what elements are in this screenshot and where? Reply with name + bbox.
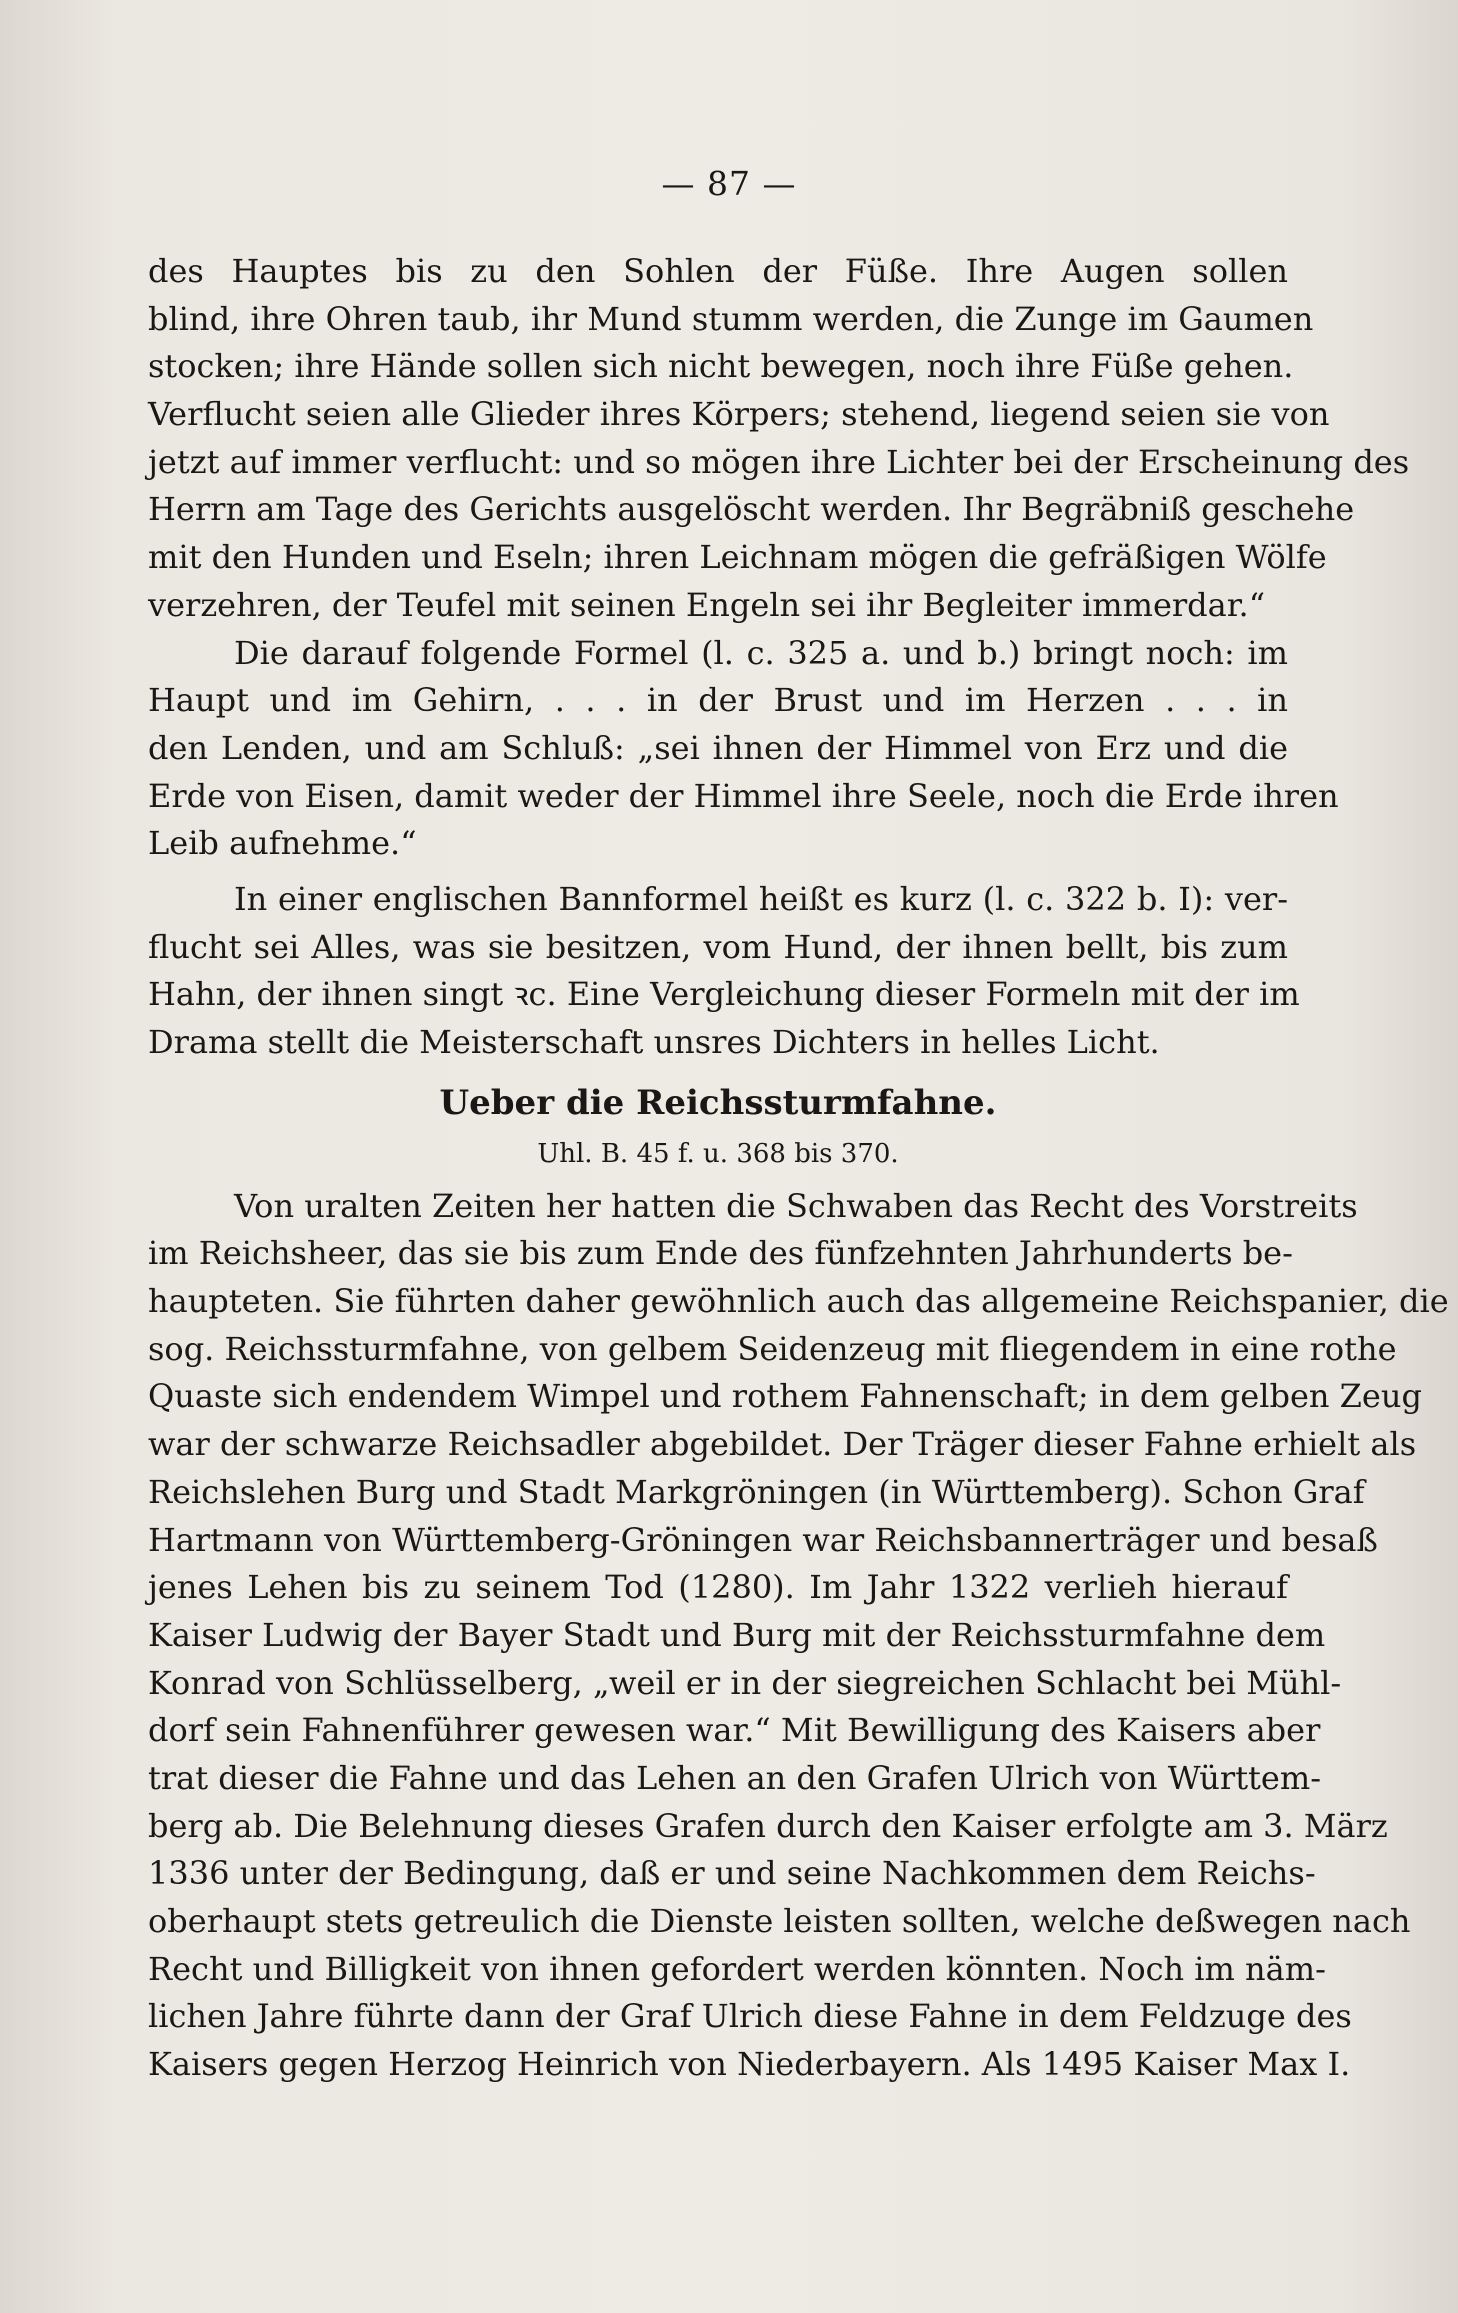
text-line: verzehren, der Teufel mit seinen Engeln sei ihr Begleiter immerdar.“ [148, 585, 1266, 624]
text-line: dorf sein Fahnenführer gewesen war.“ Mit Bewilligung des Kaisers aber [148, 1711, 1321, 1750]
section-reference: Uhl. B. 45 f. u. 368 bis 370. [537, 1138, 899, 1169]
text-line: trat dieser die Fahne und das Lehen an den Grafen Ulrich von Württem- [148, 1758, 1321, 1797]
text-line: Quaste sich endendem Wimpel und rothem Fahnenschaft; in dem gelben Zeug [148, 1377, 1422, 1416]
text-line: den Lenden, und am Schluß: „sei ihnen der Himmel von Erz und die [148, 728, 1288, 767]
text-line: oberhaupt stets getreulich die Dienste leisten sollten, welche deßwegen nach [148, 1902, 1411, 1940]
text-line: Reichslehen Burg und Stadt Markgröningen (in Württemberg). Schon Graf [148, 1472, 1365, 1511]
text-line: des Hauptes bis zu den Sohlen der Füße. Ihre Augen sollen [148, 252, 1288, 290]
text-line: Verflucht seien alle Glieder ihres Körpers; stehend, liegend seien sie von [148, 395, 1330, 434]
text-line: jenes Lehen bis zu seinem Tod (1280). Im Jahr 1322 verlieh hierauf [148, 1568, 1288, 1607]
text-line: Hartmann von Württemberg-Gröningen war Reichsbannerträger und besaß [148, 1520, 1378, 1559]
text-line: lichen Jahre führte dann der Graf Ulrich diese Fahne in dem Feldzuge des [148, 1997, 1352, 2036]
text-line: stocken; ihre Hände sollen sich nicht bewegen, noch ihre Füße gehen. [148, 347, 1294, 386]
paragraph-following-formula [148, 630, 1339, 868]
text-line: haupteten. Sie führten daher gewöhnlich auch das allgemeine Reichspanier, die [148, 1282, 1449, 1321]
text-line: Herrn am Tage des Gerichts ausgelöscht werden. Ihr Begräbniß geschehe [148, 490, 1355, 529]
text-line: jetzt auf immer verflucht: und so mögen ihre Lichter bei der Erscheinung des [148, 442, 1410, 481]
text-line: Drama stellt die Meisterschaft unsres Dichters in helles Licht. [148, 1023, 1160, 1061]
text-line: Kaisers gegen Herzog Heinrich von Niederbayern. Als 1495 Kaiser Max I. [148, 2045, 1351, 2084]
paragraph-english-formula [148, 876, 1300, 1067]
paragraph-curse-formula [148, 248, 1410, 630]
text-line: berg ab. Die Belehnung dieses Grafen durch den Kaiser erfolgte am 3. März [148, 1806, 1388, 1845]
text-line: flucht sei Alles, was sie besitzen, vom Hund, der ihnen bellt, bis zum [148, 927, 1288, 966]
text-line: Erde von Eisen, damit weder der Himmel ihre Seele, noch die Erde ihren [148, 776, 1339, 815]
text-line: mit den Hunden und Eseln; ihren Leichnam mögen die gefräßigen Wölfe [148, 538, 1327, 577]
text-line: im Reichsheer, das sie bis zum Ende des fünfzehnten Jahrhunderts be- [148, 1234, 1293, 1273]
text-line: sog. Reichssturmfahne, von gelbem Seidenzeug mit fliegendem in eine rothe [148, 1329, 1397, 1368]
text-line: Kaiser Ludwig der Bayer Stadt und Burg mit der Reichssturmfahne dem [148, 1615, 1326, 1654]
text-line: Leib aufnehme.“ [148, 824, 417, 863]
section-heading: Ueber die Reichssturmfahne. [439, 1082, 997, 1123]
text-line: Haupt und im Gehirn, . . . in der Brust und im Herzen . . . in [148, 681, 1288, 720]
text-line: Recht und Billigkeit von ihnen gefordert werden könnten. Noch im näm- [148, 1949, 1326, 1988]
paragraph-reichssturmfahne [148, 1183, 1449, 2089]
text-line: blind, ihre Ohren taub, ihr Mund stumm werden, die Zunge im Gaumen [148, 299, 1314, 338]
text-line: 1336 unter der Bedingung, daß er und seine Nachkommen dem Reichs- [148, 1854, 1316, 1893]
text-line: war der schwarze Reichsadler abgebildet. Der Träger dieser Fahne erhielt als [148, 1425, 1417, 1464]
body-text [148, 248, 1449, 2089]
paragraph-gap [148, 868, 1288, 876]
text-line: In einer englischen Bannformel heißt es kurz (l. c. 322 b. I): ver- [234, 879, 1288, 918]
text-line: Konrad von Schlüsselberg, „weil er in der siegreichen Schlacht bei Mühl- [148, 1663, 1342, 1702]
text-line: Von uralten Zeiten her hatten die Schwaben das Recht des Vorstreits [234, 1186, 1358, 1225]
text-line: Hahn, der ihnen singt ꝛc. Eine Vergleichung dieser Formeln mit der im [148, 975, 1300, 1014]
text-line: Die darauf folgende Formel (l. c. 325 a. und b.) bringt noch: im [234, 633, 1288, 672]
page-number: — 87 — [661, 164, 797, 203]
